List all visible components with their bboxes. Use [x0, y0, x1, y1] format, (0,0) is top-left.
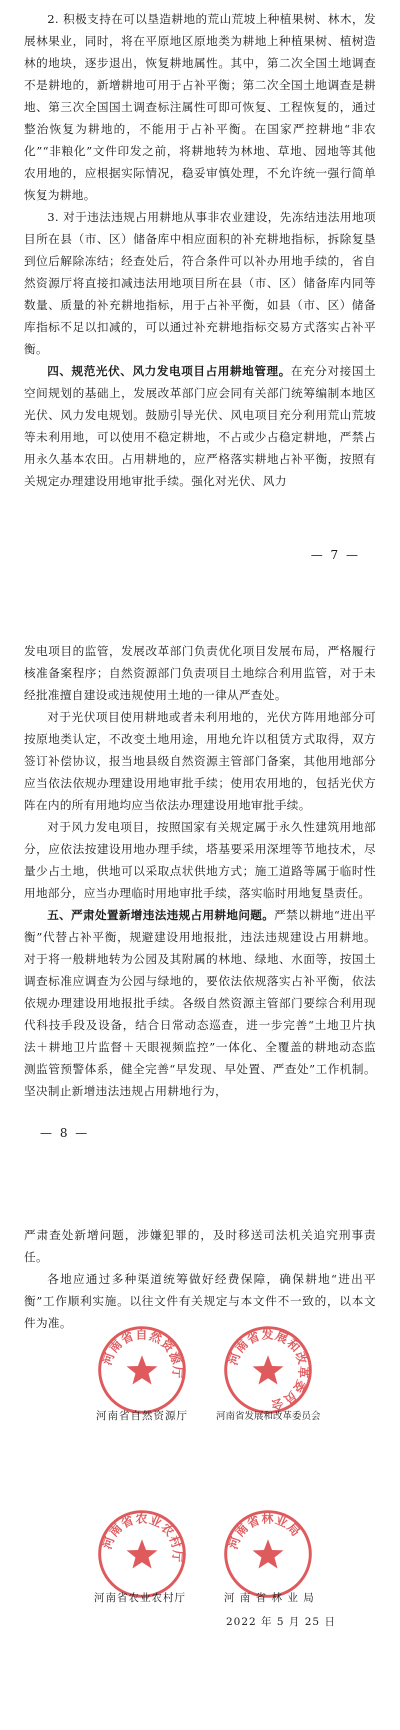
document-page-9: [0, 1222, 400, 1730]
paragraph-continued: 发电项目的监管，发展改革部门负责优化项目发展布局，严格履行核准备案程序；自然资源部门负责项目土地综合利用监管，对于未经批准擅自建设或违规使用土地的一律从严查处。: [24, 644, 376, 702]
seal-forestry: [222, 1508, 314, 1600]
page-number: — 7 —: [310, 548, 360, 562]
seal-stamp-graphic: [96, 1324, 188, 1416]
section-5-text: 严禁以耕地“进出平衡”代替占补平衡，规避建设用地报批，违法违规建设占用耕地。对于将一般耕地转为公园及其附属的林地、绿地、水面等，按国土调查标准应调查为公园与绿地的，要依法依规落实占补平衡，依法依规办理建设用地报批手续。各级自然资源主管部门要综合利用现代科技手段及设备，结合日常动态巡查，进一步完善“土地卫片执法＋耕地卫片监督＋天眼视频监控”一体化、全覆盖的耕地动态监测监管预警体系，健全完善“早发现、早处置、严查处”工作机制。坚决制止新增违法违规占用耕地行为，: [24, 908, 376, 1098]
document-date: 2022 年 5 月 25 日: [226, 1616, 336, 1628]
svg-text:河南省自然资源厅: 河南省自然资源厅: [99, 1327, 185, 1380]
section-4: [24, 360, 376, 492]
star-icon: [127, 1355, 158, 1384]
seal-stamp-graphic: [222, 1508, 314, 1600]
svg-text:河南省林业局: 河南省林业局: [225, 1511, 304, 1551]
paragraph-3: 3. 对于违法违规占用耕地从事非农业建设，先冻结违法用地项目所在县（市、区）储备库中相应面积的补充耕地指标，拆除复垦到位后解除冻结；经查处后，符合条件可以补办用地手续的，省自然资源厅将直接扣减违法用地项目所在县（市、区）储备库内同等数量、质量的补充耕地指标，用于占补平衡，如县（市、区）储备库指标不足以扣减的，可以通过补充耕地指标交易方式落实占补平衡。: [24, 210, 376, 356]
document-page-7: [0, 0, 400, 572]
org-natural-resources: 河南省自然资源厅: [96, 1410, 188, 1422]
section-4-heading: 四、规范光伏、风力发电项目占用耕地管理。: [47, 364, 291, 378]
paragraph-photovoltaic: 对于光伏项目使用耕地或者未利用地的，光伏方阵用地部分可按原地类认定，不改变土地用途，用地允许以租赁方式取得，双方签订补偿协议，报当地县级自然资源主管部门备案，其他用地部分应当依法依规办理建设用地审批手续；使用农用地的，包括光伏方阵在内的所有用地均应当依法办理建设用地审批手续。: [24, 710, 376, 812]
paragraph-continued: 严肃查处新增问题，涉嫌犯罪的，及时移送司法机关追究刑事责任。: [24, 1228, 376, 1264]
seal-stamp-graphic: [222, 1324, 314, 1416]
seal-stamp-graphic: [96, 1508, 188, 1600]
seal-development-reform: [222, 1324, 314, 1416]
document-page-8: [0, 640, 400, 1160]
org-agriculture: 河南省农业农村厅: [94, 1592, 186, 1604]
section-5: [24, 904, 376, 1102]
svg-text:河南省发展和改革委员会: 河南省发展和改革委员会: [225, 1327, 311, 1413]
paragraph-funding: 各地应通过多种渠道统筹做好经费保障，确保耕地“进出平衡”工作顺利实施。以往文件有关规定与本文件不一致的，以本文件为准。: [24, 1272, 376, 1330]
star-icon: [253, 1355, 284, 1384]
org-development-reform: 河南省发展和改革委员会: [216, 1411, 321, 1422]
paragraph-2: 2. 积极支持在可以垦造耕地的荒山荒坡上种植果树、林木，发展林果业，同时，将在平原地区原地类为耕地上种植果树、植树造林的地块，逐步退出，恢复耕地属性。其中，第二次全国土地调查不是耕地的，新增耕地可用于占补平衡；第二次全国土地调查是耕地、第三次全国国土调查标注属性可即可恢复、工程恢复的，通过整治恢复为耕地的，不能用于占补平衡。在国家严控耕地“非农化”“非粮化”文件印发之前，将耕地转为林地、草地、园地等其他农用地的，应根据实际情况，稳妥审慎处理，不允许统一强行简单恢复为耕地。: [24, 12, 376, 202]
page-number: — 8 —: [40, 1126, 90, 1140]
seal-natural-resources: [96, 1324, 188, 1416]
page-7-body: [24, 8, 376, 492]
star-icon: [127, 1539, 158, 1568]
section-4-text: 在充分对接国土空间规划的基础上，发展改革部门应会同有关部门统筹编制本地区光伏、风力发电规划。鼓励引导光伏、风电项目充分利用荒山荒坡等未利用地，可以使用不稳定耕地，不占或少占稳定耕地，严禁占用永久基本农田。占用耕地的，应严格落实耕地占补平衡，按照有关规定办理建设用地审批手续。强化对光伏、风力: [24, 364, 376, 488]
star-icon: [253, 1539, 284, 1568]
svg-text:河南省农业农村厅: 河南省农业农村厅: [99, 1511, 185, 1564]
page-9-body: [24, 1224, 376, 1334]
paragraph-wind-power: 对于风力发电项目，按照国家有关规定属于永久性建筑用地部分，应依法按建设用地办理手续，塔基要采用深埋等节地技术，尽量少占土地，供地可以采取点状供地方式；施工道路等属于临时性用地部分，应当办理临时用地审批手续，落实临时用地复垦责任。: [24, 820, 376, 900]
org-forestry: 河 南 省 林 业 局: [224, 1592, 315, 1604]
page-8-body: [24, 640, 376, 1102]
seal-agriculture: [96, 1508, 188, 1600]
section-5-heading: 五、严肃处置新增违法违规占用耕地问题。: [47, 908, 275, 922]
